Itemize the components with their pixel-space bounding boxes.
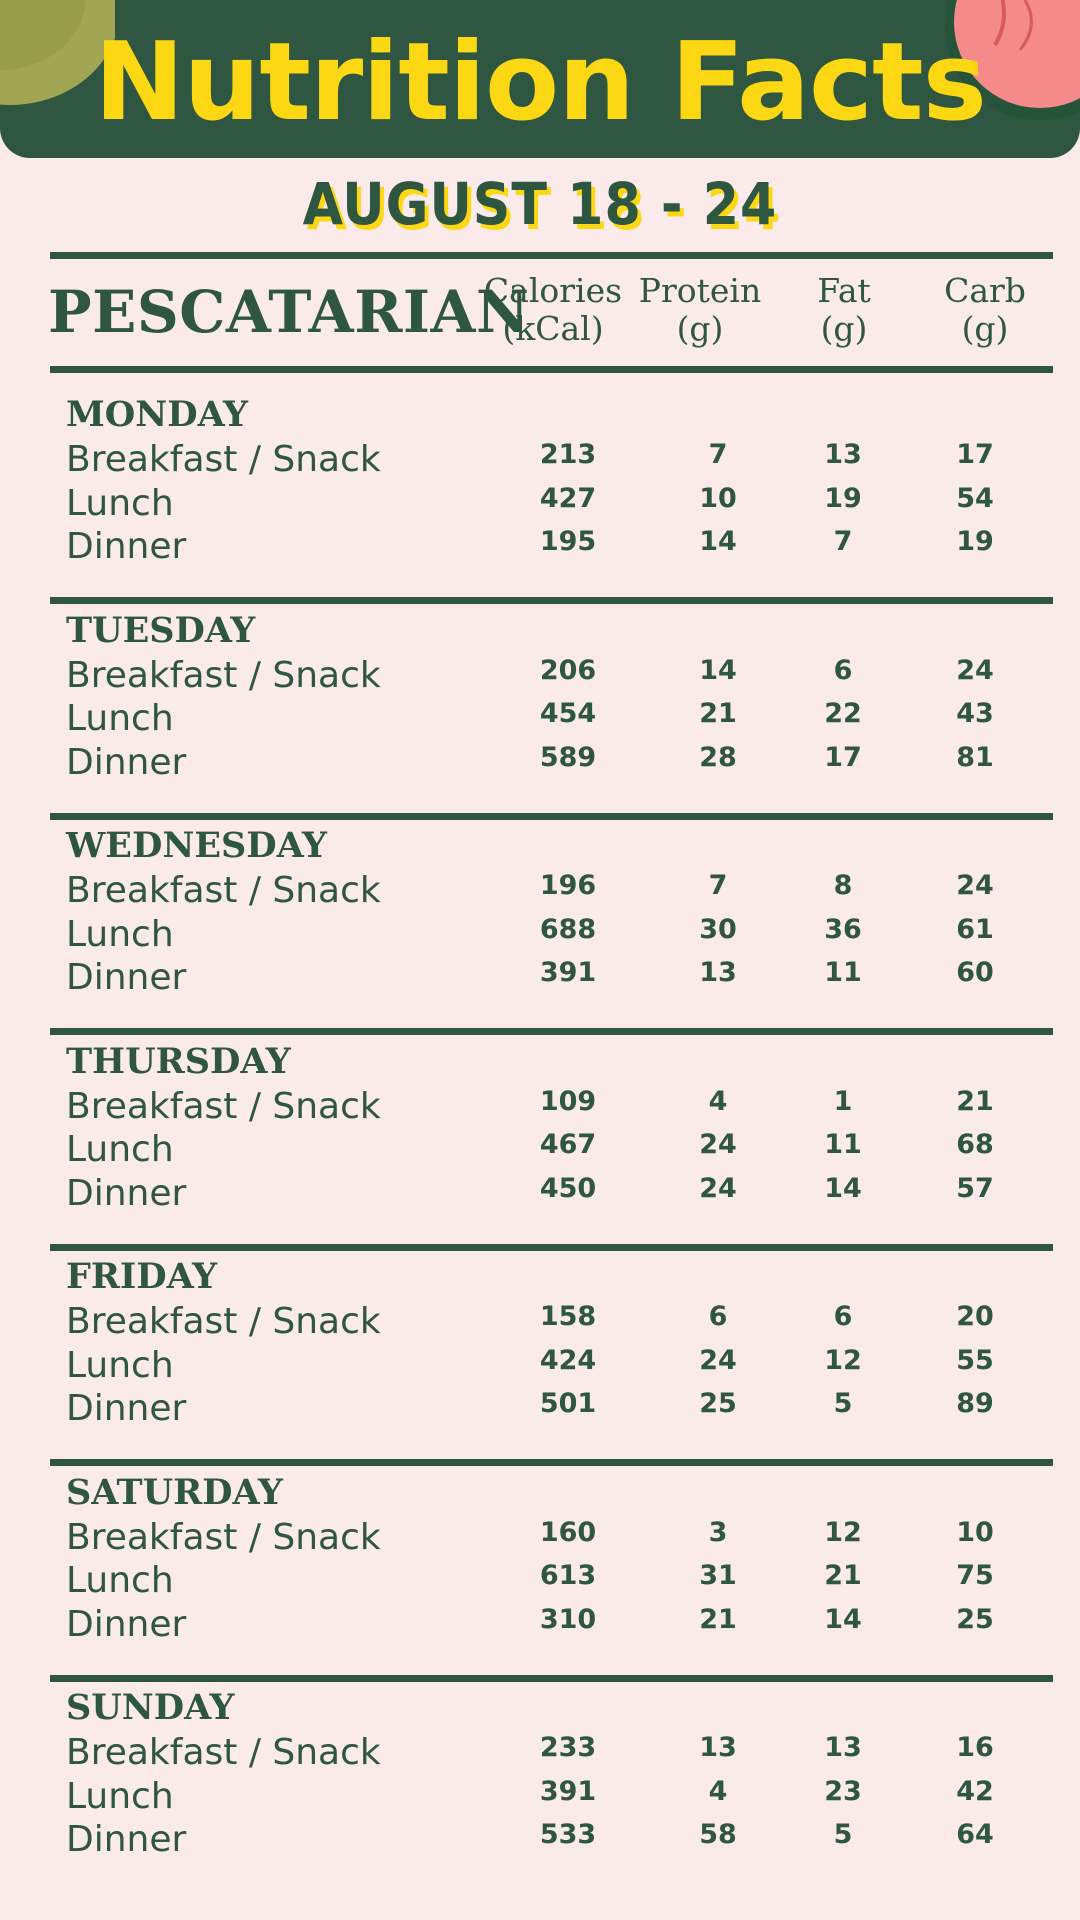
fat-value: 5 — [833, 1388, 853, 1419]
calories-value: 310 — [539, 1603, 597, 1635]
fat-value: 19 — [824, 482, 862, 514]
calories-value: 467 — [539, 1129, 597, 1160]
protein-value: 24 — [699, 1344, 737, 1376]
meal-label: Breakfast / Snack — [66, 439, 381, 480]
protein-value: 6 — [708, 1301, 728, 1332]
protein-value: 30 — [699, 913, 737, 945]
column-header-protein: Protein (g) — [638, 271, 762, 348]
calories-value: 391 — [539, 957, 597, 988]
fat-value: 13 — [824, 439, 862, 470]
divider — [50, 597, 1053, 604]
meal-label: Breakfast / Snack — [66, 870, 381, 911]
carb-value: 81 — [956, 741, 994, 773]
diet-label: PESCATARIAN — [48, 278, 530, 346]
fat-value: 6 — [833, 1301, 853, 1332]
meal-label: Breakfast / Snack — [66, 1085, 381, 1127]
carb-value: 75 — [956, 1560, 994, 1591]
carb-value: 21 — [956, 1085, 994, 1117]
carb-value: 68 — [956, 1129, 994, 1160]
meal-label: Lunch — [66, 482, 174, 524]
protein-value: 25 — [699, 1388, 737, 1419]
column-header-calories: Calories (kCal) — [483, 271, 623, 348]
fat-value: 11 — [824, 1129, 862, 1160]
calories-value: 454 — [539, 698, 597, 729]
carb-value: 42 — [956, 1775, 994, 1807]
meal-label: Lunch — [66, 1129, 174, 1170]
calories-value: 613 — [539, 1560, 597, 1591]
date-range: AUGUST 18 - 24 — [302, 170, 778, 238]
protein-value: 13 — [699, 957, 737, 988]
header-banner — [0, 0, 1080, 158]
protein-value: 58 — [699, 1819, 737, 1850]
carb-value: 24 — [956, 870, 994, 901]
calories-value: 533 — [539, 1819, 597, 1850]
carb-value: 43 — [956, 698, 994, 729]
divider — [50, 366, 1053, 373]
day-heading: FRIDAY — [66, 1256, 218, 1297]
carb-value: 17 — [956, 439, 994, 470]
meal-label: Dinner — [66, 1388, 187, 1429]
divider — [50, 252, 1053, 259]
protein-value: 28 — [699, 741, 737, 773]
meal-label: Dinner — [66, 526, 187, 567]
protein-value: 4 — [708, 1775, 728, 1807]
protein-value: 14 — [699, 654, 737, 686]
protein-value: 21 — [699, 698, 737, 729]
carb-value: 61 — [956, 913, 994, 945]
carb-value: 20 — [956, 1301, 994, 1332]
fat-value: 21 — [824, 1560, 862, 1591]
carb-value: 64 — [956, 1819, 994, 1850]
protein-value: 13 — [699, 1732, 737, 1763]
meal-label: Breakfast / Snack — [66, 1732, 381, 1773]
calories-value: 196 — [539, 870, 597, 901]
day-heading: MONDAY — [66, 394, 248, 435]
day-heading: TUESDAY — [66, 609, 256, 651]
day-heading: WEDNESDAY — [66, 825, 328, 866]
fat-value: 14 — [824, 1172, 862, 1204]
day-heading: SUNDAY — [66, 1687, 235, 1728]
calories-value: 427 — [539, 482, 597, 514]
protein-value: 24 — [699, 1129, 737, 1160]
fat-value: 13 — [824, 1732, 862, 1763]
protein-value: 14 — [699, 526, 737, 557]
carb-value: 54 — [956, 482, 994, 514]
protein-value: 24 — [699, 1172, 737, 1204]
day-heading: THURSDAY — [66, 1040, 291, 1082]
calories-value: 450 — [539, 1172, 597, 1204]
meal-label: Breakfast / Snack — [66, 1516, 381, 1558]
calories-value: 206 — [539, 654, 597, 686]
meal-label: Dinner — [66, 1819, 187, 1860]
protein-value: 10 — [699, 482, 737, 514]
carb-value: 19 — [956, 526, 994, 557]
meal-label: Dinner — [66, 741, 187, 783]
carb-value: 57 — [956, 1172, 994, 1204]
protein-value: 3 — [708, 1516, 728, 1548]
meal-label: Breakfast / Snack — [66, 1301, 381, 1342]
fat-value: 14 — [824, 1603, 862, 1635]
page-title: Nutrition Facts — [94, 20, 986, 145]
calories-value: 391 — [539, 1775, 597, 1807]
meal-label: Breakfast / Snack — [66, 654, 381, 696]
day-heading: SATURDAY — [66, 1471, 283, 1513]
calories-value: 195 — [539, 526, 597, 557]
meal-label: Lunch — [66, 1344, 174, 1386]
column-header-fat: Fat (g) — [817, 271, 871, 348]
meal-label: Lunch — [66, 698, 174, 739]
fat-value: 22 — [824, 698, 862, 729]
fat-value: 11 — [824, 957, 862, 988]
fat-value: 5 — [833, 1819, 853, 1850]
fat-value: 36 — [824, 913, 862, 945]
meal-label: Dinner — [66, 1172, 187, 1214]
divider — [50, 1028, 1053, 1035]
divider — [50, 813, 1053, 820]
divider — [50, 1675, 1053, 1682]
fat-value: 6 — [833, 654, 853, 686]
protein-value: 7 — [708, 439, 728, 470]
calories-value: 160 — [539, 1516, 597, 1548]
carb-value: 25 — [956, 1603, 994, 1635]
column-header-carb: Carb (g) — [944, 271, 1026, 348]
calories-value: 501 — [539, 1388, 597, 1419]
fat-value: 12 — [824, 1344, 862, 1376]
meal-label: Dinner — [66, 1603, 187, 1645]
calories-value: 589 — [539, 741, 597, 773]
meal-label: Dinner — [66, 957, 187, 998]
meal-label: Lunch — [66, 1560, 174, 1601]
carb-value: 89 — [956, 1388, 994, 1419]
carb-value: 55 — [956, 1344, 994, 1376]
fat-value: 17 — [824, 741, 862, 773]
calories-value: 688 — [539, 913, 597, 945]
calories-value: 109 — [539, 1085, 597, 1117]
protein-value: 4 — [708, 1085, 728, 1117]
fat-value: 1 — [833, 1085, 853, 1117]
protein-value: 7 — [708, 870, 728, 901]
fat-value: 23 — [824, 1775, 862, 1807]
meal-label: Lunch — [66, 913, 174, 955]
fat-value: 12 — [824, 1516, 862, 1548]
carb-value: 10 — [956, 1516, 994, 1548]
carb-value: 24 — [956, 654, 994, 686]
divider — [50, 1459, 1053, 1466]
calories-value: 424 — [539, 1344, 597, 1376]
calories-value: 213 — [539, 439, 597, 470]
carb-value: 60 — [956, 957, 994, 988]
protein-value: 21 — [699, 1603, 737, 1635]
meal-label: Lunch — [66, 1775, 174, 1817]
fat-value: 7 — [833, 526, 853, 557]
calories-value: 158 — [539, 1301, 597, 1332]
carb-value: 16 — [956, 1732, 994, 1763]
calories-value: 233 — [539, 1732, 597, 1763]
protein-value: 31 — [699, 1560, 737, 1591]
divider — [50, 1244, 1053, 1251]
fat-value: 8 — [833, 870, 853, 901]
